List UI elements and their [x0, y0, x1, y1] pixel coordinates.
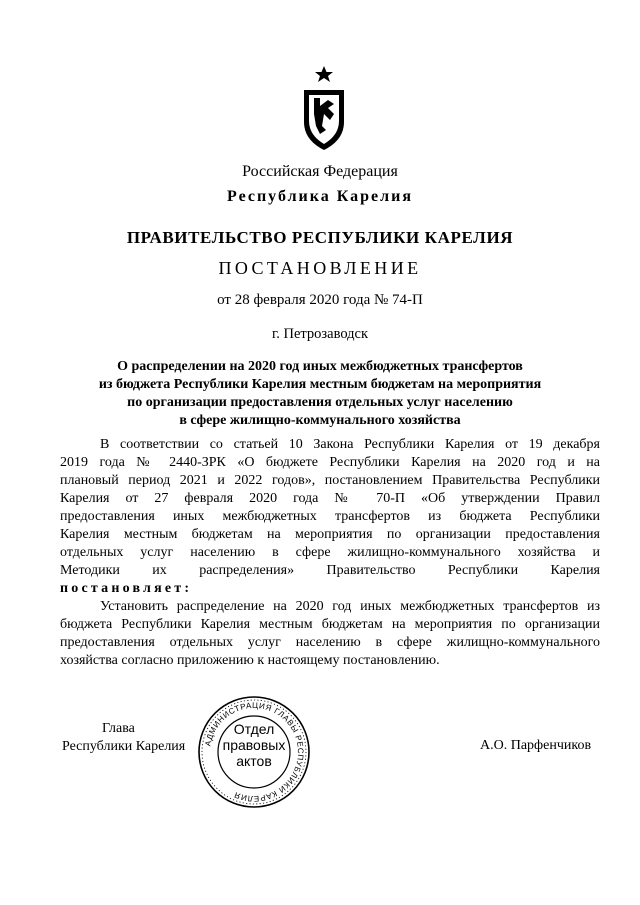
republic-name: Республика Карелия: [227, 188, 413, 205]
body-line: предоставления иных межбюджетных трансфертов из бюджета Республики: [60, 509, 600, 524]
body-line: плановый период 2021 и 2022 годов», постановлением Правительства Республики: [60, 473, 600, 488]
country-name: Российская Федерация: [242, 163, 398, 180]
karelia-coat-of-arms-icon: [298, 64, 350, 154]
stamp-line: Отдел: [233, 721, 275, 737]
document-type: ПОСТАНОВЛЕНИЕ: [218, 258, 422, 278]
document-body: [60, 436, 600, 670]
government-name: ПРАВИТЕЛЬСТВО РЕСПУБЛИКИ КАРЕЛИЯ: [126, 228, 514, 247]
resolve-word: постановляет:: [60, 581, 193, 596]
title-line: в сфере жилищно-коммунального хозяйства: [179, 413, 461, 428]
signatory-name: А.О. Парфенчиков: [480, 738, 592, 753]
stamp-line: актов: [236, 753, 272, 769]
stamp-line: правовых: [222, 737, 286, 753]
body-line: 2019 года № 2440-ЗРК «О бюджете Республики Карелия на 2020 год и на: [60, 455, 600, 470]
stamp-center-text: [196, 721, 312, 769]
body-line: отдельных услуг населению в сфере жилищно-коммунального хозяйства и: [60, 545, 600, 560]
document-date: от 28 февраля 2020 года № 74-П: [217, 292, 423, 308]
document-title: [60, 358, 580, 430]
document-city: г. Петрозаводск: [271, 326, 369, 342]
body-line: Установить распределение на 2020 год иных межбюджетных трансфертов из: [100, 599, 600, 614]
signatory-title-line: Республики Карелия: [62, 739, 186, 754]
body-line: предоставления отдельных услуг населению в сфере жилищно-коммунального: [60, 635, 600, 650]
stamp-ring-text: АДМИНИСТРАЦИЯ ГЛАВЫ РЕСПУБЛИКИ КАРЕЛИЯ: [203, 700, 306, 804]
body-line: бюджета Республики Карелия местным бюджетам на мероприятия по организации: [60, 617, 600, 632]
title-line: по организации предоставления отдельных услуг населению: [127, 395, 513, 410]
body-line: Методики их распределения» Правительство Республики Карелия: [60, 563, 600, 578]
title-line: О распределении на 2020 год иных межбюджетных трансфертов: [117, 359, 523, 374]
body-line: Карелия местным бюджетам на мероприятия по организации предоставления: [60, 527, 600, 542]
title-line: из бюджета Республики Карелия местным бюджетам на мероприятия: [98, 377, 542, 392]
body-line: Карелия от 27 февраля 2020 года № 70-П «Об утверждении Правил: [60, 491, 600, 506]
signatory-title: [62, 720, 185, 756]
body-line: хозяйства согласно приложению к настоящему постановлению.: [60, 653, 440, 668]
body-line: В соответствии со статьей 10 Закона Республики Карелия от 19 декабря: [100, 437, 600, 452]
signatory-title-line: Глава: [102, 721, 135, 736]
